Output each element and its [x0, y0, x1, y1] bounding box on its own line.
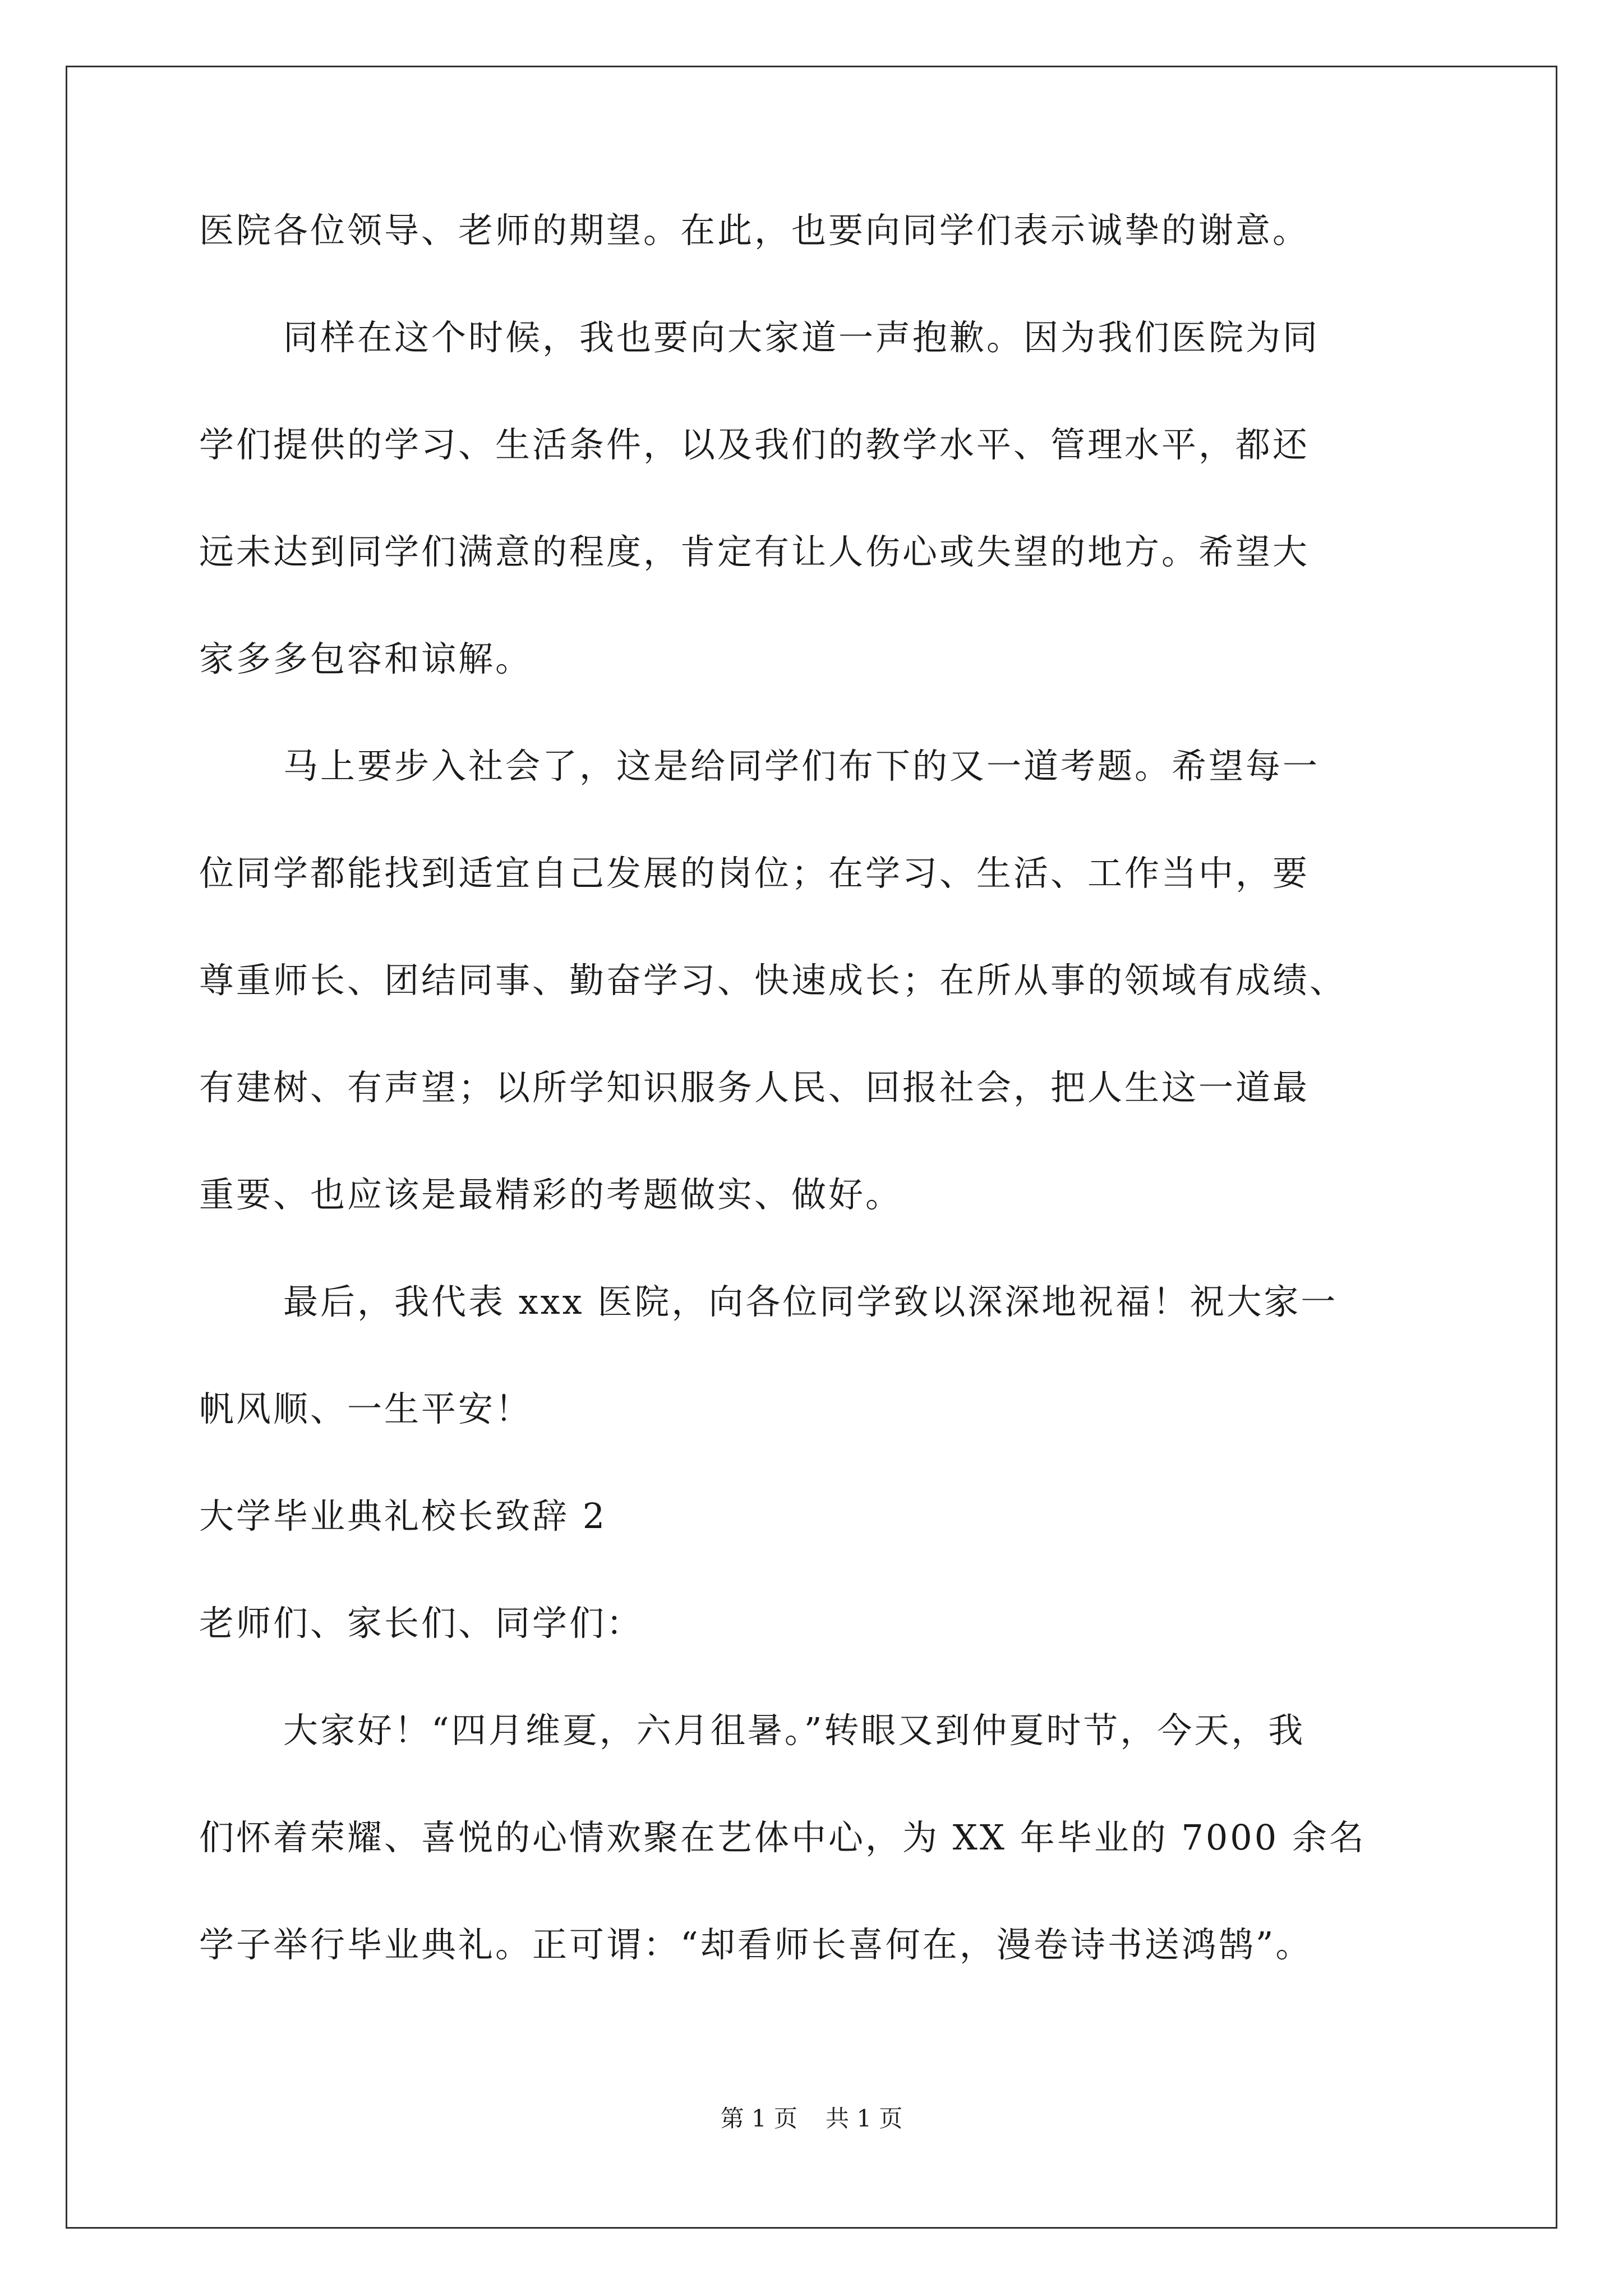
text-line: 最后，我代表 xxx 医院，向各位同学致以深深地祝福！祝大家一	[283, 1281, 1338, 1322]
text-line: 学们提供的学习、生活条件，以及我们的教学水平、管理水平，都还	[199, 424, 1310, 465]
text-line: 们怀着荣耀、喜悦的心情欢聚在艺体中心，为 XX 年毕业的 7000 余名	[199, 1817, 1366, 1858]
text-line: 有建树、有声望；以所学知识服务人民、回报社会，把人生这一道最	[199, 1067, 1310, 1108]
page-footer	[0, 2106, 1623, 2132]
text-line: 学子举行毕业典礼。正可谓：“却看师长喜何在，漫卷诗书送鸿鹄”。	[199, 1924, 1313, 1965]
text-line: 家多多包容和谅解。	[199, 638, 533, 679]
text-line: 远未达到同学们满意的程度，肯定有让人伤心或失望的地方。希望大	[199, 531, 1310, 572]
text-line: 医院各位领导、老师的期望。在此，也要向同学们表示诚挚的谢意。	[199, 210, 1310, 251]
page-number: 第 1 页	[720, 2105, 797, 2132]
text-line: 同样在这个时候，我也要向大家道一声抱歉。因为我们医院为同	[283, 317, 1320, 358]
salutation: 老师们、家长们、同学们：	[199, 1603, 644, 1644]
document-body	[199, 210, 1450, 2035]
text-line: 位同学都能找到适宜自己发展的岗位；在学习、生活、工作当中，要	[199, 853, 1310, 894]
text-line: 马上要步入社会了，这是给同学们布下的又一道考题。希望每一	[283, 746, 1320, 786]
text-line: 帆风顺、一生平安！	[199, 1388, 533, 1429]
page-total: 共 1 页	[826, 2105, 903, 2132]
text-line: 重要、也应该是最精彩的考题做实、做好。	[199, 1174, 903, 1215]
text-line: 大家好！“四月维夏，六月徂暑。”转眼又到仲夏时节，今天，我	[283, 1710, 1306, 1751]
text-line: 尊重师长、团结同事、勤奋学习、快速成长；在所从事的领域有成绩、	[199, 960, 1347, 1001]
section-heading: 大学毕业典礼校长致辞 2	[199, 1496, 607, 1536]
